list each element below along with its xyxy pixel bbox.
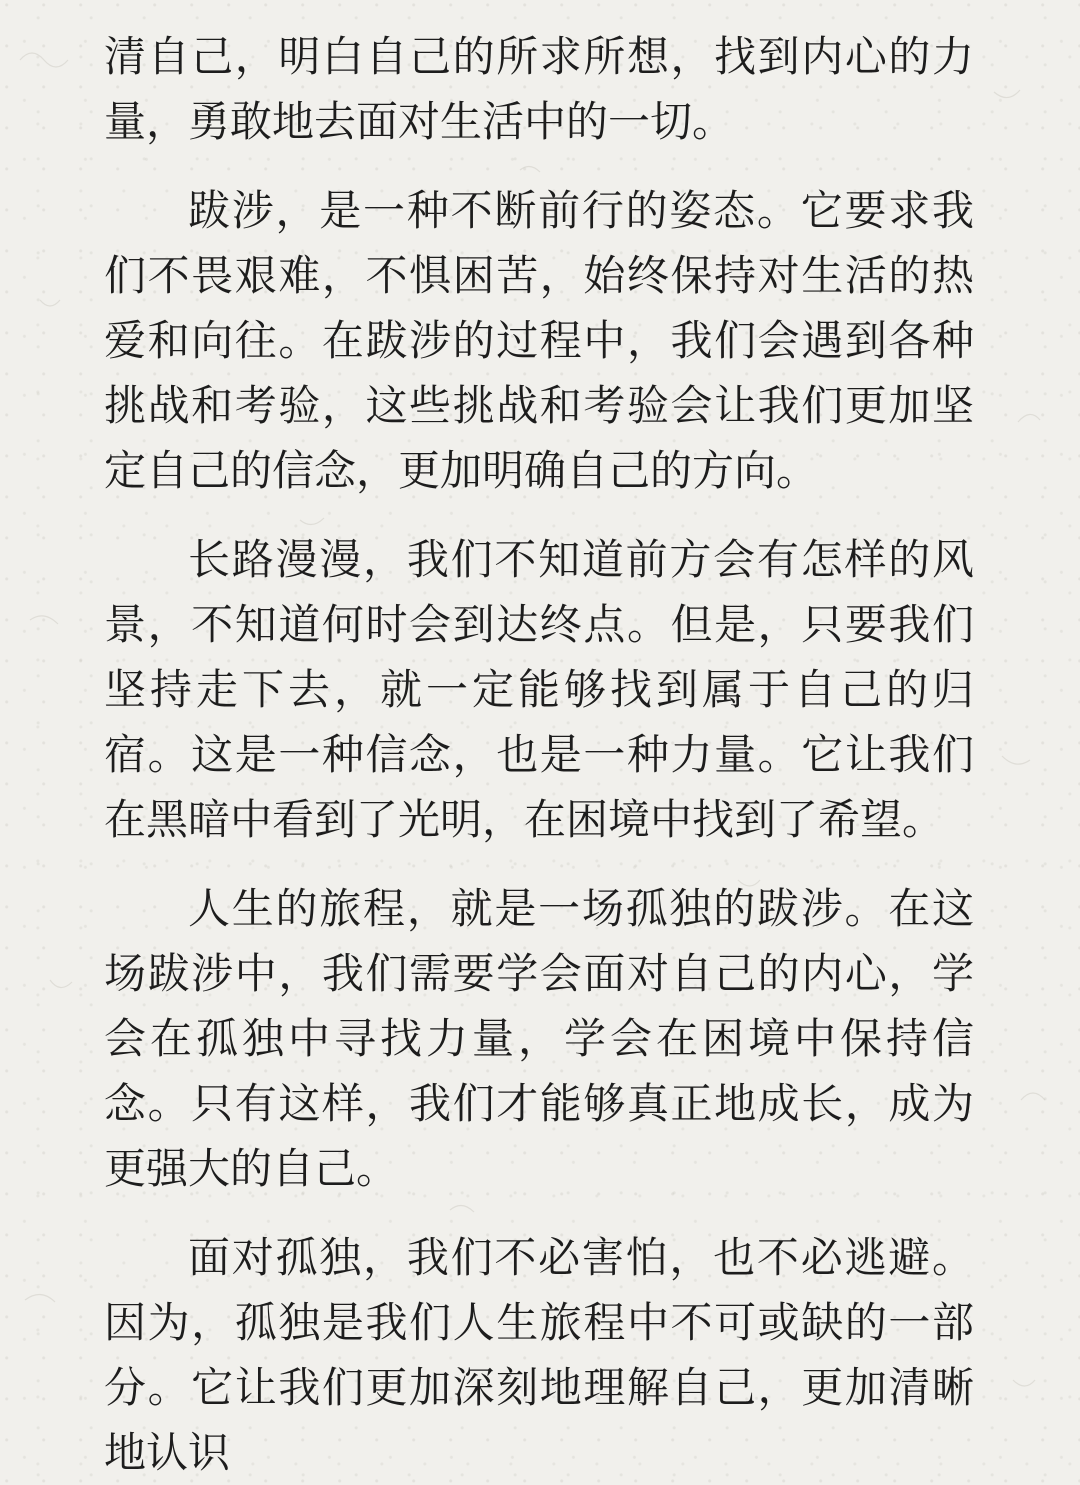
- article-body: [104, 24, 974, 1485]
- paragraph-3: 长路漫漫，我们不知道前方会有怎样的风景，不知道何时会到达终点。但是，只要我们坚持走下去，就一定能够找到属于自己的归宿。这是一种信念，也是一种力量。它让我们在黑暗中看到了光明，在困境中找到了希望。: [104, 535, 974, 844]
- paragraph-2: 跋涉，是一种不断前行的姿态。它要求我们不畏艰难，不惧困苦，始终保持对生活的热爱和向往。在跋涉的过程中，我们会遇到各种挑战和考验，这些挑战和考验会让我们更加坚定自己的信念，更加明确自己的方向。: [104, 186, 974, 495]
- paragraph-1: 清自己，明白自己的所求所想，找到内心的力量，勇敢地去面对生活中的一切。: [104, 32, 974, 146]
- paragraph-5: 面对孤独，我们不必害怕，也不必逃避。因为，孤独是我们人生旅程中不可或缺的一部分。它让我们更加深刻地理解自己，更加清晰地认识: [104, 1233, 974, 1477]
- paragraph-4: 人生的旅程，就是一场孤独的跋涉。在这场跋涉中，我们需要学会面对自己的内心，学会在孤独中寻找力量，学会在困境中保持信念。只有这样，我们才能够真正地成长，成为更强大的自己。: [104, 884, 974, 1193]
